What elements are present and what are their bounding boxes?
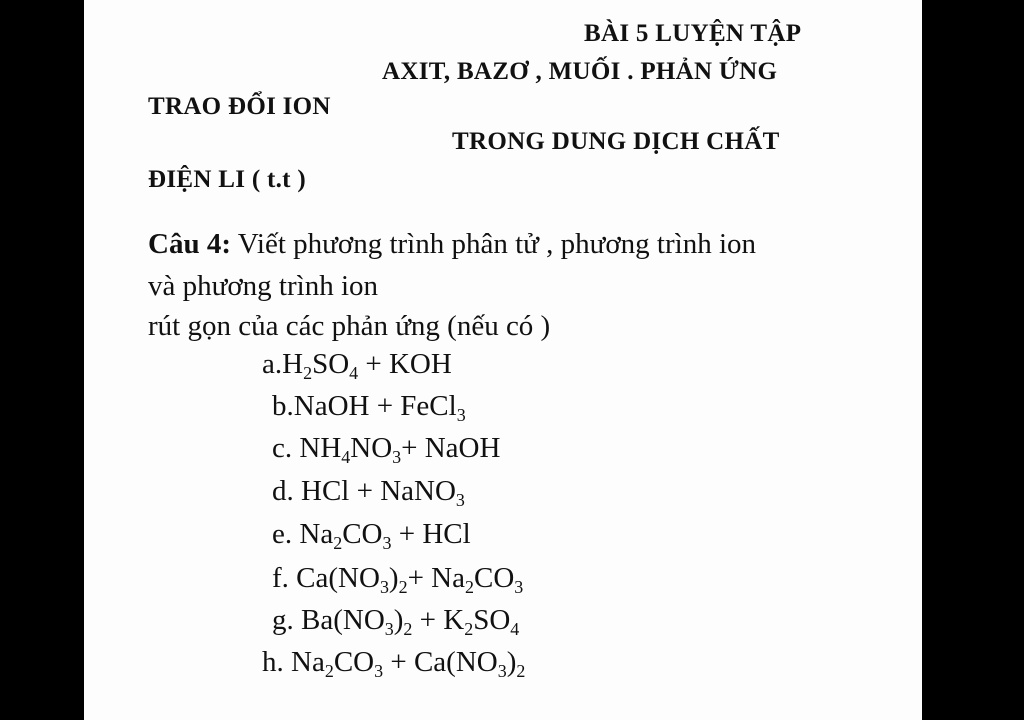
equation-label: b. [272,390,294,422]
subscript: 3 [455,489,465,510]
title-line-3: TRAO ĐỔI ION [148,93,331,120]
formula-text: CO [342,518,383,550]
subscript: 2 [465,576,474,597]
equation-item [262,348,452,381]
formula-text: CO [333,646,375,678]
subscript: 3 [382,532,392,553]
equation-label: h. [262,646,291,678]
formula-text: NO [350,432,393,464]
equation-item [272,475,465,508]
subscript: 3 [456,404,466,425]
formula-text: CO [473,562,515,594]
equation-label: g. [272,604,301,636]
formula-text: H [282,348,304,380]
formula-text: HCl + NaNO [301,475,456,507]
formula-text: Ba(NO [301,604,385,636]
question-line-3: rút gọn của các phản ứng (nếu có ) [148,310,551,342]
subscript: 2 [303,362,313,383]
equation-item [272,432,500,465]
formula-text: + Na [407,562,465,594]
subscript: 4 [341,446,351,467]
equation-label: e. [272,518,300,550]
title-line-1: BÀI 5 LUYỆN TẬP [584,20,802,47]
title-line-5: ĐIỆN LI ( t.t ) [148,166,306,193]
question-line-1 [148,228,756,261]
formula-text: + Ca(NO [383,646,498,678]
equation-label: c. [272,432,300,464]
title-line-4: TRONG DUNG DỊCH CHẤT [452,128,780,155]
formula-text: Ca(NO [296,562,380,594]
equation-label: a. [262,348,283,380]
subscript: 3 [392,446,402,467]
subscript: 3 [379,576,389,597]
equation-item [262,646,525,679]
formula-text: Na [299,518,334,550]
formula-text: NaOH + FeCl [293,390,457,422]
equation-label: d. [272,475,301,507]
subscript: 3 [497,660,507,681]
formula-text: ) [388,562,399,594]
subscript: 3 [514,576,524,597]
subscript: 4 [510,618,520,639]
subscript: 2 [464,618,474,639]
title-line-2: AXIT, BAZƠ , MUỐI . PHẢN ỨNG [382,58,778,85]
formula-text: + HCl [391,518,471,550]
subscript: 2 [333,532,343,553]
document-page [84,0,922,720]
subscript: 3 [374,660,384,681]
formula-text: SO [473,604,511,636]
subscript: 2 [398,576,408,597]
formula-text: + KOH [358,348,452,380]
equation-label: f. [272,562,297,594]
subscript: 4 [349,362,359,383]
equation-item [272,562,523,595]
question-label: Câu 4: [148,228,231,260]
question-line-2: và phương trình ion [148,270,379,302]
subscript: 3 [384,618,394,639]
formula-text: + NaOH [401,432,501,464]
question-text-1: Viết phương trình phân tử , phương trình ion [230,228,757,260]
equation-item [272,518,471,551]
formula-text: ) [393,604,404,636]
formula-text: + K [412,604,465,636]
equation-item [272,390,466,423]
subscript: 2 [516,660,526,681]
equation-item [272,604,519,637]
subscript: 2 [403,618,413,639]
formula-text: SO [312,348,350,380]
formula-text: Na [291,646,325,678]
formula-text: NH [299,432,342,464]
formula-text: ) [506,646,517,678]
subscript: 2 [324,660,334,681]
